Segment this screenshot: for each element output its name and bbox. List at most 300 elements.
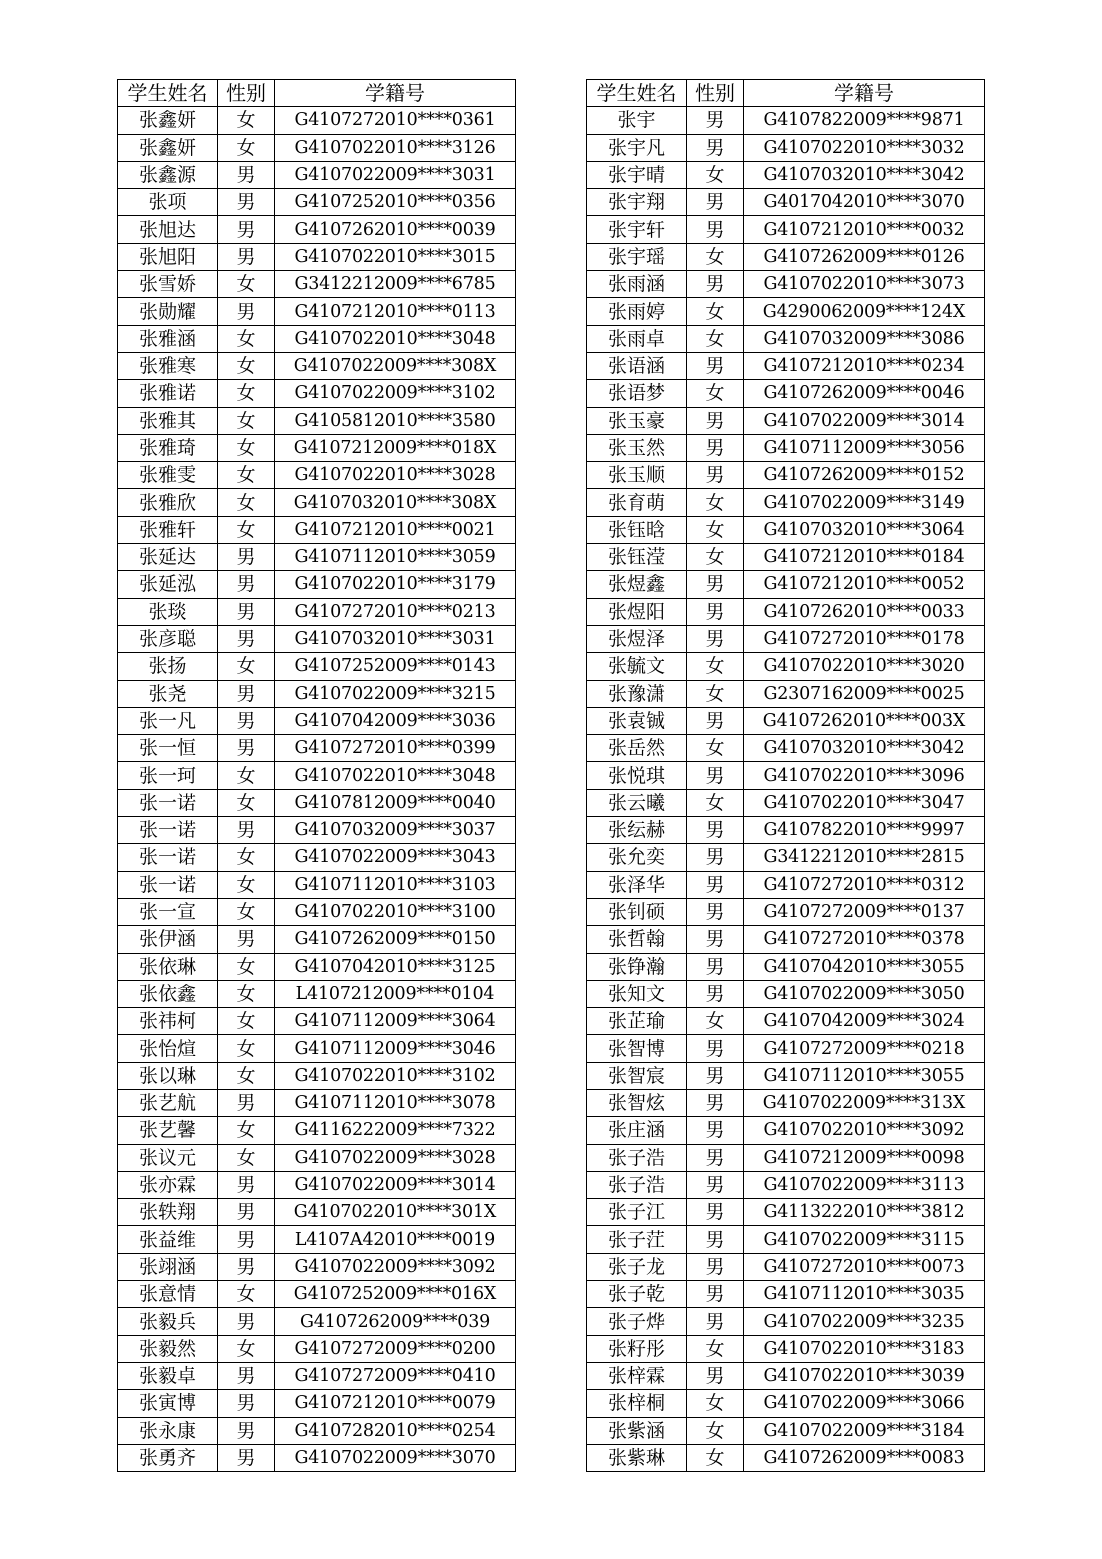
gender-cell: 男 xyxy=(218,243,275,270)
student-name-cell: 张鑫源 xyxy=(118,161,218,188)
student-name-cell: 张毓文 xyxy=(587,653,687,680)
gender-cell: 女 xyxy=(687,298,744,325)
header-gender: 性别 xyxy=(687,80,744,107)
table-row xyxy=(587,1308,985,1335)
table-row xyxy=(587,434,985,461)
table-row xyxy=(118,1308,516,1335)
student-id-cell: G3412212009****6785 xyxy=(275,271,516,298)
student-name-cell: 张子浩 xyxy=(587,1144,687,1171)
table-row xyxy=(587,489,985,516)
gender-cell: 女 xyxy=(687,680,744,707)
student-id-cell: G4107252009****016X xyxy=(275,1281,516,1308)
gender-cell: 女 xyxy=(218,1035,275,1062)
student-id-cell: G4107022009****3043 xyxy=(275,844,516,871)
table-row xyxy=(118,544,516,571)
gender-cell: 男 xyxy=(218,1253,275,1280)
gender-cell: 男 xyxy=(687,352,744,379)
gender-cell: 男 xyxy=(687,1226,744,1253)
student-name-cell: 张伊涵 xyxy=(118,926,218,953)
gender-cell: 女 xyxy=(218,325,275,352)
gender-cell: 男 xyxy=(687,1171,744,1198)
table-row xyxy=(118,1171,516,1198)
student-name-cell: 张扬 xyxy=(118,653,218,680)
table-row xyxy=(587,707,985,734)
student-id-cell: G4107272009****0200 xyxy=(275,1335,516,1362)
student-id-cell: G4107112010****3055 xyxy=(744,1062,985,1089)
student-id-cell: G4107252009****0143 xyxy=(275,653,516,680)
student-id-cell: G2307162009****0025 xyxy=(744,680,985,707)
gender-cell: 女 xyxy=(218,1062,275,1089)
gender-cell: 女 xyxy=(218,762,275,789)
table-row xyxy=(587,762,985,789)
gender-cell: 男 xyxy=(687,271,744,298)
table-row xyxy=(587,1035,985,1062)
student-name-cell: 张豫潇 xyxy=(587,680,687,707)
student-id-cell: G4107112009****3064 xyxy=(275,1008,516,1035)
gender-cell: 男 xyxy=(687,107,744,134)
student-id-cell: G4107022010****301X xyxy=(275,1199,516,1226)
table-row xyxy=(118,325,516,352)
student-name-cell: 张玉然 xyxy=(587,434,687,461)
gender-cell: 男 xyxy=(218,598,275,625)
student-id-cell: G4107022009****3149 xyxy=(744,489,985,516)
gender-cell: 男 xyxy=(218,1199,275,1226)
student-name-cell: 张梓霖 xyxy=(587,1362,687,1389)
student-name-cell: 张永康 xyxy=(118,1417,218,1444)
student-name-cell: 张钰晗 xyxy=(587,516,687,543)
student-id-cell: G4107022010****3183 xyxy=(744,1335,985,1362)
gender-cell: 女 xyxy=(218,844,275,871)
table-row xyxy=(587,926,985,953)
student-name-cell: 张泽华 xyxy=(587,871,687,898)
gender-cell: 男 xyxy=(218,189,275,216)
student-name-cell: 张知文 xyxy=(587,980,687,1007)
student-id-cell: G4107032010****3042 xyxy=(744,161,985,188)
table-row xyxy=(118,1444,516,1471)
student-name-cell: 张一珂 xyxy=(118,762,218,789)
gender-cell: 男 xyxy=(687,953,744,980)
student-id-cell: G4107262009****039 xyxy=(275,1308,516,1335)
student-name-cell: 张依琳 xyxy=(118,953,218,980)
gender-cell: 女 xyxy=(687,735,744,762)
gender-cell: 女 xyxy=(218,271,275,298)
table-row xyxy=(587,107,985,134)
table-row xyxy=(587,1253,985,1280)
gender-cell: 男 xyxy=(687,434,744,461)
student-name-cell: 张宇翔 xyxy=(587,189,687,216)
student-name-cell: 张雅诺 xyxy=(118,380,218,407)
student-id-cell: G4107022010****3126 xyxy=(275,134,516,161)
student-name-cell: 张语梦 xyxy=(587,380,687,407)
student-name-cell: 张翊涵 xyxy=(118,1253,218,1280)
student-id-cell: G4107022009****3092 xyxy=(275,1253,516,1280)
student-id-cell: G4107212009****018X xyxy=(275,434,516,461)
table-row xyxy=(118,1144,516,1171)
student-name-cell: 张一凡 xyxy=(118,707,218,734)
student-name-cell: 张雅其 xyxy=(118,407,218,434)
left-roster-body xyxy=(118,107,516,1472)
student-name-cell: 张寅博 xyxy=(118,1390,218,1417)
table-row xyxy=(118,707,516,734)
table-row xyxy=(118,871,516,898)
student-name-cell: 张籽彤 xyxy=(587,1335,687,1362)
student-name-cell: 张毅兵 xyxy=(118,1308,218,1335)
table-row xyxy=(118,271,516,298)
gender-cell: 女 xyxy=(218,380,275,407)
gender-cell: 男 xyxy=(218,1362,275,1389)
student-name-cell: 张子乾 xyxy=(587,1281,687,1308)
student-id-cell: G4107212010****0234 xyxy=(744,352,985,379)
student-id-cell: L4107A42010****0019 xyxy=(275,1226,516,1253)
gender-cell: 女 xyxy=(687,789,744,816)
gender-cell: 男 xyxy=(687,898,744,925)
table-row xyxy=(587,953,985,980)
student-id-cell: G4107112010****3078 xyxy=(275,1089,516,1116)
gender-cell: 男 xyxy=(687,216,744,243)
student-id-cell: G4107022010****3073 xyxy=(744,271,985,298)
student-id-cell: G4107262010****0033 xyxy=(744,598,985,625)
table-row xyxy=(118,1362,516,1389)
student-id-cell: G4107022009****3028 xyxy=(275,1144,516,1171)
gender-cell: 女 xyxy=(218,953,275,980)
student-id-cell: G4107252010****0356 xyxy=(275,189,516,216)
gender-cell: 女 xyxy=(687,380,744,407)
gender-cell: 男 xyxy=(687,1035,744,1062)
table-row xyxy=(118,216,516,243)
gender-cell: 女 xyxy=(218,871,275,898)
table-row xyxy=(118,516,516,543)
student-id-cell: G4107032010****3064 xyxy=(744,516,985,543)
gender-cell: 女 xyxy=(687,653,744,680)
gender-cell: 女 xyxy=(687,544,744,571)
table-row xyxy=(118,844,516,871)
student-name-cell: 张一恒 xyxy=(118,735,218,762)
student-id-cell: G4107262009****0152 xyxy=(744,462,985,489)
table-row xyxy=(118,407,516,434)
student-name-cell: 张语涵 xyxy=(587,352,687,379)
student-name-cell: 张子江 xyxy=(587,1199,687,1226)
student-id-cell: G4116222009****7322 xyxy=(275,1117,516,1144)
student-id-cell: G4107272010****0399 xyxy=(275,735,516,762)
student-id-cell: G4107022009****3184 xyxy=(744,1417,985,1444)
student-id-cell: G4107272010****0073 xyxy=(744,1253,985,1280)
student-id-cell: G4105812010****3580 xyxy=(275,407,516,434)
table-row xyxy=(587,1144,985,1171)
student-id-cell: G4113222010****3812 xyxy=(744,1199,985,1226)
table-row xyxy=(118,107,516,134)
student-name-cell: 张彦聪 xyxy=(118,625,218,652)
gender-cell: 女 xyxy=(687,1444,744,1471)
table-row xyxy=(587,1390,985,1417)
header-name: 学生姓名 xyxy=(118,80,218,107)
gender-cell: 男 xyxy=(687,1253,744,1280)
student-name-cell: 张煜泽 xyxy=(587,625,687,652)
student-name-cell: 张哲翰 xyxy=(587,926,687,953)
student-name-cell: 张紫涵 xyxy=(587,1417,687,1444)
student-name-cell: 张智博 xyxy=(587,1035,687,1062)
table-row xyxy=(587,243,985,270)
student-id-cell: G4107022010****3179 xyxy=(275,571,516,598)
student-id-cell: G4107212010****0113 xyxy=(275,298,516,325)
student-id-cell: G4290062009****124X xyxy=(744,298,985,325)
gender-cell: 男 xyxy=(687,571,744,598)
student-name-cell: 张雅琦 xyxy=(118,434,218,461)
gender-cell: 男 xyxy=(218,298,275,325)
student-id-cell: G4107262009****0126 xyxy=(744,243,985,270)
table-row xyxy=(587,1281,985,1308)
table-row xyxy=(587,817,985,844)
table-row xyxy=(587,1362,985,1389)
table-row xyxy=(587,407,985,434)
table-row xyxy=(587,1199,985,1226)
student-id-cell: G4107032010****3031 xyxy=(275,625,516,652)
table-row xyxy=(118,1008,516,1035)
table-row xyxy=(587,1089,985,1116)
student-id-cell: G4107022009****3215 xyxy=(275,680,516,707)
student-id-cell: G4107212010****0032 xyxy=(744,216,985,243)
gender-cell: 男 xyxy=(687,598,744,625)
student-name-cell: 张雨婷 xyxy=(587,298,687,325)
student-name-cell: 张智炫 xyxy=(587,1089,687,1116)
gender-cell: 女 xyxy=(218,1335,275,1362)
table-row xyxy=(587,516,985,543)
student-id-cell: G4107042010****3055 xyxy=(744,953,985,980)
gender-cell: 男 xyxy=(218,1308,275,1335)
gender-cell: 女 xyxy=(218,1008,275,1035)
table-row xyxy=(587,216,985,243)
student-name-cell: 张雅轩 xyxy=(118,516,218,543)
student-name-cell: 张雅寒 xyxy=(118,352,218,379)
student-name-cell: 张延达 xyxy=(118,544,218,571)
table-row xyxy=(118,1417,516,1444)
student-name-cell: 张艺馨 xyxy=(118,1117,218,1144)
gender-cell: 男 xyxy=(687,817,744,844)
gender-cell: 男 xyxy=(218,1226,275,1253)
student-id-cell: G4107022010****3015 xyxy=(275,243,516,270)
header-row xyxy=(118,80,516,107)
table-row xyxy=(118,625,516,652)
student-id-cell: G4107272010****0178 xyxy=(744,625,985,652)
table-row xyxy=(118,1253,516,1280)
table-row xyxy=(587,544,985,571)
table-row xyxy=(587,380,985,407)
student-id-cell: G4107022010****3092 xyxy=(744,1117,985,1144)
right-roster-table xyxy=(586,79,985,1472)
table-row xyxy=(118,134,516,161)
table-row xyxy=(118,1089,516,1116)
table-row xyxy=(587,980,985,1007)
student-name-cell: 张宇凡 xyxy=(587,134,687,161)
gender-cell: 男 xyxy=(687,1362,744,1389)
gender-cell: 女 xyxy=(218,489,275,516)
student-name-cell: 张项 xyxy=(118,189,218,216)
student-id-cell: G4107032009****3086 xyxy=(744,325,985,352)
student-name-cell: 张芷瑜 xyxy=(587,1008,687,1035)
student-id-cell: G4107022009****313X xyxy=(744,1089,985,1116)
student-id-cell: G4107022009****3102 xyxy=(275,380,516,407)
student-name-cell: 张雅涵 xyxy=(118,325,218,352)
student-name-cell: 张雪娇 xyxy=(118,271,218,298)
student-name-cell: 张雅欣 xyxy=(118,489,218,516)
student-name-cell: 张紫琳 xyxy=(587,1444,687,1471)
student-name-cell: 张煜阳 xyxy=(587,598,687,625)
gender-cell: 女 xyxy=(687,489,744,516)
table-row xyxy=(118,462,516,489)
student-name-cell: 张煜鑫 xyxy=(587,571,687,598)
student-name-cell: 张云曦 xyxy=(587,789,687,816)
student-id-cell: G4107022010****3020 xyxy=(744,653,985,680)
header-row xyxy=(587,80,985,107)
student-name-cell: 张旭达 xyxy=(118,216,218,243)
gender-cell: 男 xyxy=(687,462,744,489)
right-roster-body xyxy=(587,107,985,1472)
student-id-cell: G4107212010****0079 xyxy=(275,1390,516,1417)
student-name-cell: 张艺航 xyxy=(118,1089,218,1116)
student-name-cell: 张延泓 xyxy=(118,571,218,598)
header-student-id: 学籍号 xyxy=(275,80,516,107)
table-row xyxy=(118,762,516,789)
student-id-cell: G4107212010****0021 xyxy=(275,516,516,543)
gender-cell: 女 xyxy=(218,789,275,816)
student-id-cell: G4107022009****3014 xyxy=(744,407,985,434)
student-name-cell: 张亦霖 xyxy=(118,1171,218,1198)
gender-cell: 男 xyxy=(218,161,275,188)
student-id-cell: G4107822009****9871 xyxy=(744,107,985,134)
student-id-cell: G4107262009****0083 xyxy=(744,1444,985,1471)
student-id-cell: G4107022009****3066 xyxy=(744,1390,985,1417)
gender-cell: 女 xyxy=(218,653,275,680)
student-name-cell: 张一诺 xyxy=(118,871,218,898)
gender-cell: 男 xyxy=(218,707,275,734)
student-id-cell: G3412212010****2815 xyxy=(744,844,985,871)
header-name: 学生姓名 xyxy=(587,80,687,107)
student-id-cell: G4017042010****3070 xyxy=(744,189,985,216)
student-name-cell: 张子龙 xyxy=(587,1253,687,1280)
student-id-cell: G4107022010****3028 xyxy=(275,462,516,489)
table-row xyxy=(587,298,985,325)
student-id-cell: G4107112010****3035 xyxy=(744,1281,985,1308)
table-row xyxy=(587,571,985,598)
table-row xyxy=(587,1171,985,1198)
student-id-cell: G4107212010****0052 xyxy=(744,571,985,598)
student-name-cell: 张子浩 xyxy=(587,1171,687,1198)
student-id-cell: G4107812009****0040 xyxy=(275,789,516,816)
student-name-cell: 张怡煊 xyxy=(118,1035,218,1062)
header-student-id: 学籍号 xyxy=(744,80,985,107)
table-row xyxy=(118,898,516,925)
student-id-cell: G4107022009****3031 xyxy=(275,161,516,188)
gender-cell: 男 xyxy=(687,1062,744,1089)
gender-cell: 男 xyxy=(218,544,275,571)
student-id-cell: G4107212010****0184 xyxy=(744,544,985,571)
student-name-cell: 张宇轩 xyxy=(587,216,687,243)
student-name-cell: 张以琳 xyxy=(118,1062,218,1089)
student-name-cell: 张勋耀 xyxy=(118,298,218,325)
gender-cell: 女 xyxy=(218,898,275,925)
student-id-cell: G4107272009****0218 xyxy=(744,1035,985,1062)
student-id-cell: G4107112010****3103 xyxy=(275,871,516,898)
student-id-cell: G4107022009****3014 xyxy=(275,1171,516,1198)
gender-cell: 女 xyxy=(687,243,744,270)
gender-cell: 女 xyxy=(218,1281,275,1308)
student-name-cell: 张悦琪 xyxy=(587,762,687,789)
student-name-cell: 张祎柯 xyxy=(118,1008,218,1035)
student-id-cell: G4107022010****3096 xyxy=(744,762,985,789)
gender-cell: 男 xyxy=(687,926,744,953)
student-id-cell: G4107022009****3115 xyxy=(744,1226,985,1253)
gender-cell: 男 xyxy=(687,1281,744,1308)
gender-cell: 女 xyxy=(218,980,275,1007)
student-id-cell: G4107022010****3047 xyxy=(744,789,985,816)
gender-cell: 女 xyxy=(687,1335,744,1362)
table-row xyxy=(587,1008,985,1035)
gender-cell: 女 xyxy=(218,462,275,489)
student-name-cell: 张玉豪 xyxy=(587,407,687,434)
gender-cell: 男 xyxy=(218,1171,275,1198)
gender-cell: 女 xyxy=(687,161,744,188)
gender-cell: 女 xyxy=(218,352,275,379)
student-id-cell: G4107032010****3042 xyxy=(744,735,985,762)
table-row xyxy=(587,134,985,161)
table-row xyxy=(118,735,516,762)
gender-cell: 男 xyxy=(218,625,275,652)
gender-cell: 女 xyxy=(687,325,744,352)
gender-cell: 男 xyxy=(218,817,275,844)
student-id-cell: G4107022010****3102 xyxy=(275,1062,516,1089)
student-name-cell: 张一诺 xyxy=(118,817,218,844)
student-id-cell: G4107112010****3059 xyxy=(275,544,516,571)
gender-cell: 女 xyxy=(218,434,275,461)
gender-cell: 男 xyxy=(218,571,275,598)
gender-cell: 男 xyxy=(687,1199,744,1226)
table-row xyxy=(587,189,985,216)
student-name-cell: 张毅然 xyxy=(118,1335,218,1362)
gender-cell: 女 xyxy=(687,1417,744,1444)
gender-cell: 女 xyxy=(687,516,744,543)
student-id-cell: L4107212009****0104 xyxy=(275,980,516,1007)
table-row xyxy=(118,1117,516,1144)
student-id-cell: G4107032010****308X xyxy=(275,489,516,516)
gender-cell: 男 xyxy=(218,1089,275,1116)
student-name-cell: 张雅雯 xyxy=(118,462,218,489)
student-name-cell: 张雨卓 xyxy=(587,325,687,352)
gender-cell: 男 xyxy=(218,735,275,762)
table-row xyxy=(118,1335,516,1362)
student-id-cell: G4107262009****0046 xyxy=(744,380,985,407)
gender-cell: 男 xyxy=(687,762,744,789)
table-row xyxy=(587,1335,985,1362)
table-row xyxy=(118,434,516,461)
gender-cell: 男 xyxy=(687,980,744,1007)
student-id-cell: G4107022010****3048 xyxy=(275,325,516,352)
table-row xyxy=(118,926,516,953)
table-row xyxy=(587,325,985,352)
gender-cell: 男 xyxy=(687,625,744,652)
table-row xyxy=(118,598,516,625)
student-name-cell: 张宇 xyxy=(587,107,687,134)
student-name-cell: 张钰滢 xyxy=(587,544,687,571)
student-name-cell: 张庄涵 xyxy=(587,1117,687,1144)
table-row xyxy=(587,271,985,298)
gender-cell: 女 xyxy=(687,1008,744,1035)
table-row xyxy=(587,653,985,680)
table-row xyxy=(118,571,516,598)
header-gender: 性别 xyxy=(218,80,275,107)
table-row xyxy=(587,1417,985,1444)
student-name-cell: 张宇晴 xyxy=(587,161,687,188)
table-row xyxy=(118,380,516,407)
table-row xyxy=(118,189,516,216)
